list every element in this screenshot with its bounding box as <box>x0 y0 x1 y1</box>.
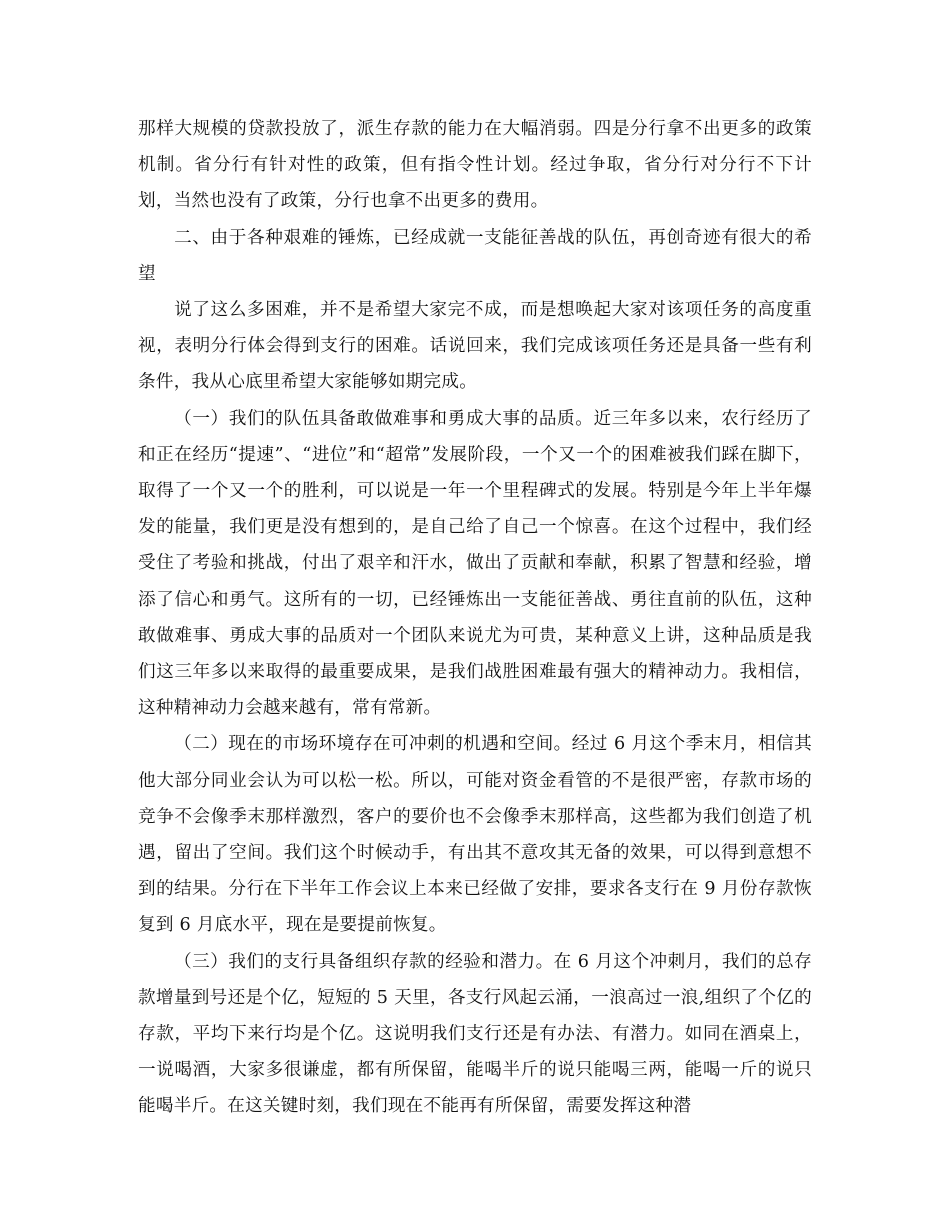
paragraph-point-one: （一）我们的队伍具备敢做难事和勇成大事的品质。近三年多以来，农行经历了和正在经历“提速”、“进位”和“超常”发展阶段，一个又一个的困难被我们踩在脚下，取得了一个又一个的胜利，可以说是一年一个里程碑式的发展。特别是今年上半年爆发的能量，我们更是没有想到的，是自己给了自己一个惊喜。在这个过程中，我们经受住了考验和挑战，付出了艰辛和汗水，做出了贡献和奉献，积累了智慧和经验，增添了信心和勇气。这所有的一切，已经锤炼出一支能征善战、勇往直前的队伍，这种敢做难事、勇成大事的品质对一个团队来说尤为可贵，某种意义上讲，这种品质是我们这三年多以来取得的最重要成果，是我们战胜困难最有强大的精神动力。我相信，这种精神动力会越来越有，常有常新。 <box>138 408 812 719</box>
paragraph-point-three: （三）我们的支行具备组织存款的经验和潜力。在 6 月这个冲刺月，我们的总存款增量到号还是个亿，短短的 5 天里，各支行风起云涌，一浪高过一浪,组织了个亿的存款，平均下来行均是个亿。这说明我们支行还是有办法、有潜力。如同在酒桌上，一说喝酒，大家多很谦虚，都有所保留，能喝半斤的说只能喝三两，能喝一斤的说只能喝半斤。在这关键时刻，我们现在不能再有所保留，需要发挥这种潜 <box>138 951 812 1117</box>
paragraph-point-two: （二）现在的市场环境存在可冲刺的机遇和空间。经过 6 月这个季末月，相信其他大部分同业会认为可以松一松。所以，可能对资金看管的不是很严密，存款市场的竞争不会像季末那样激烈，客户的要价也不会像季末那样高，这些都为我们创造了机遇，留出了空间。我们这个时候动手，有出其不意攻其无备的效果，可以得到意想不到的结果。分行在下半年工作会议上本来已经做了安排，要求各支行在 9 月份存款恢复到 6 月底水平，现在是要提前恢复。 <box>138 734 812 936</box>
document-body <box>138 111 812 1125</box>
section-heading-two: 二、由于各种艰难的锤炼，已经成就一支能征善战的队伍，再创奇迹有很大的希望 <box>138 227 812 284</box>
paragraph-difficulties: 说了这么多困难，并不是希望大家完不成，而是想唤起大家对该项任务的高度重视，表明分行体会得到支行的困难。话说回来，我们完成该项任务还是具备一些有利条件，我从心底里希望大家能够如期完成。 <box>138 300 812 393</box>
paragraph-policy-mechanism: 那样大规模的贷款投放了，派生存款的能力在大幅消弱。四是分行拿不出更多的政策机制。省分行有针对性的政策，但有指令性计划。经过争取，省分行对分行不下计划，当然也没有了政策，分行也拿不出更多的费用。 <box>138 119 812 212</box>
